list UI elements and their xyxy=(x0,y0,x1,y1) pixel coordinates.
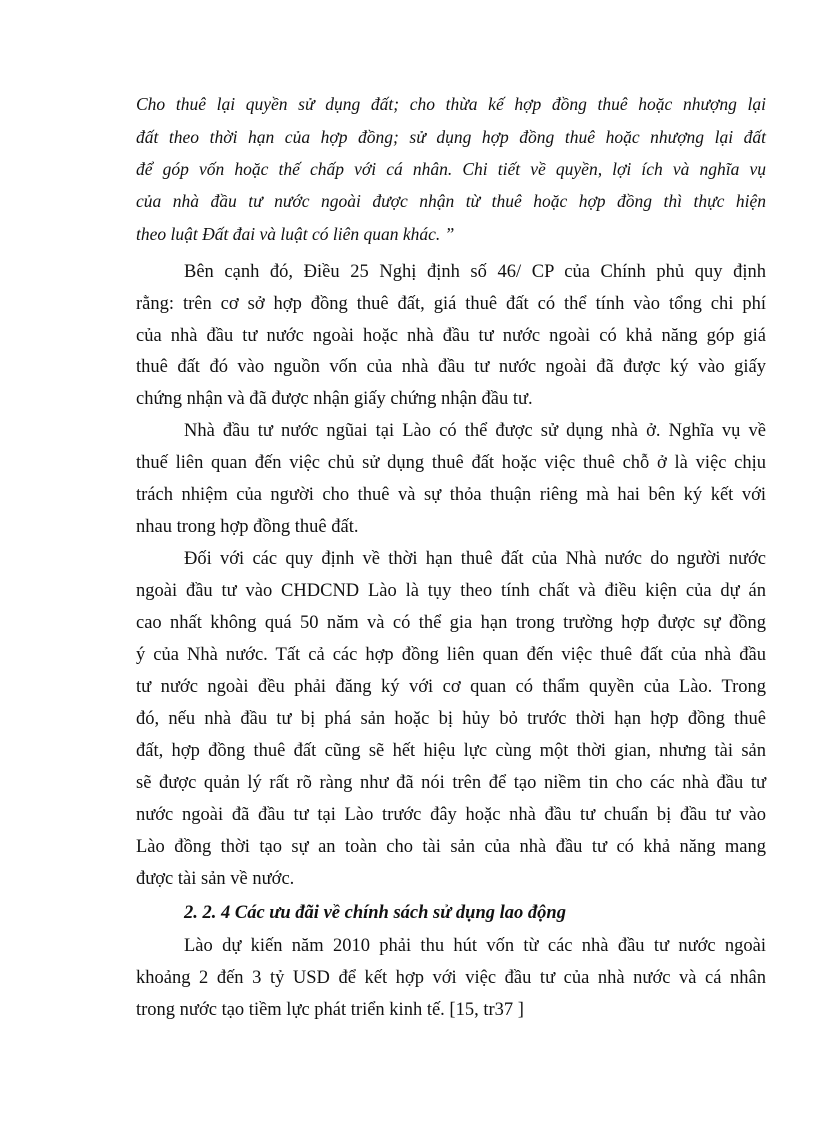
paragraph-line: rằng: trên cơ sở hợp đồng thuê đất, giá thuê đất có thể tính vào tổng chi phí xyxy=(136,294,766,314)
section-heading: 2. 2. 4 Các ưu đãi về chính sách sử dụng lao động xyxy=(184,903,566,923)
paragraph-line: đất, hợp đồng thuê đất cũng sẽ hết hiệu lực cùng một thời gian, nhưng tài sản xyxy=(136,741,766,761)
paragraph-line: trách nhiệm của người cho thuê và sự thỏa thuận riêng mà hai bên ký kết với xyxy=(136,485,766,505)
quote-line: đất theo thời hạn của hợp đồng; sử dụng hợp đồng thuê hoặc nhượng lại đất xyxy=(136,127,766,147)
paragraph-line: Bên cạnh đó, Điều 25 Nghị định số 46/ CP của Chính phủ quy định xyxy=(184,262,766,282)
paragraph-line: ý của Nhà nước. Tất cả các hợp đồng liên quan đến việc thuê đất của nhà đầu xyxy=(136,645,766,665)
paragraph-line: thuế liên quan đến việc chủ sử dụng thuê đất hoặc việc thuê chỗ ở là việc chịu xyxy=(136,453,766,473)
paragraph-line: tư nước ngoài đều phải đăng ký với cơ quan có thẩm quyền của Lào. Trong xyxy=(136,677,766,697)
paragraph-line: nhau trong hợp đồng thuê đất. xyxy=(136,517,359,537)
quote-line: của nhà đầu tư nước ngoài được nhận từ thuê hoặc hợp đồng thì thực hiện xyxy=(136,191,766,211)
paragraph-line: sẽ được quản lý rất rõ ràng như đã nói trên để tạo niềm tin cho các nhà đầu tư xyxy=(136,773,766,793)
paragraph-line: nước ngoài đã đầu tư tại Lào trước đây hoặc nhà đầu tư chuẩn bị đầu tư vào xyxy=(136,805,766,825)
paragraph-line: được tài sản về nước. xyxy=(136,869,295,889)
paragraph-line: của nhà đầu tư nước ngoài hoặc nhà đầu tư nước ngoài có khả năng góp giá xyxy=(136,326,766,346)
quote-line: theo luật Đất đai và luật có liên quan khác. ” xyxy=(136,224,455,244)
paragraph-line: Lào đồng thời tạo sự an toàn cho tài sản của nhà đầu tư có khả năng mang xyxy=(136,837,766,857)
paragraph-line: Nhà đầu tư nước ngũai tại Lào có thể được sử dụng nhà ở. Nghĩa vụ về xyxy=(184,421,766,441)
quote-line: Cho thuê lại quyền sử dụng đất; cho thừa kế hợp đồng thuê hoặc nhượng lại xyxy=(136,94,766,114)
paragraph-line: khoảng 2 đến 3 tỷ USD để kết hợp với việc đầu tư của nhà nước và cá nhân xyxy=(136,968,766,988)
paragraph-line: Đối với các quy định về thời hạn thuê đất của Nhà nước do người nước xyxy=(184,549,766,569)
paragraph-line: Lào dự kiến năm 2010 phải thu hút vốn từ các nhà đầu tư nước ngoài xyxy=(184,936,766,956)
paragraph-line: thuê đất đó vào nguồn vốn của nhà đầu tư nước ngoài đã được ký vào giấy xyxy=(136,357,766,377)
paragraph-line: chứng nhận và đã được nhận giấy chứng nhận đầu tư. xyxy=(136,389,533,409)
paragraph-line: cao nhất không quá 50 năm và có thể gia hạn trong trường hợp được sự đồng xyxy=(136,613,766,633)
paragraph-line: ngoài đầu tư vào CHDCND Lào là tụy theo tính chất và điều kiện của dự án xyxy=(136,581,766,601)
paragraph-line: đó, nếu nhà đầu tư bị phá sản hoặc bị hủy bỏ trước thời hạn hợp đồng thuê xyxy=(136,709,766,729)
paragraph-line: trong nước tạo tiềm lực phát triển kinh tế. [15, tr37 ] xyxy=(136,1000,524,1020)
quote-line: để góp vốn hoặc thế chấp với cá nhân. Chi tiết về quyền, lợi ích và nghĩa vụ xyxy=(136,159,766,179)
